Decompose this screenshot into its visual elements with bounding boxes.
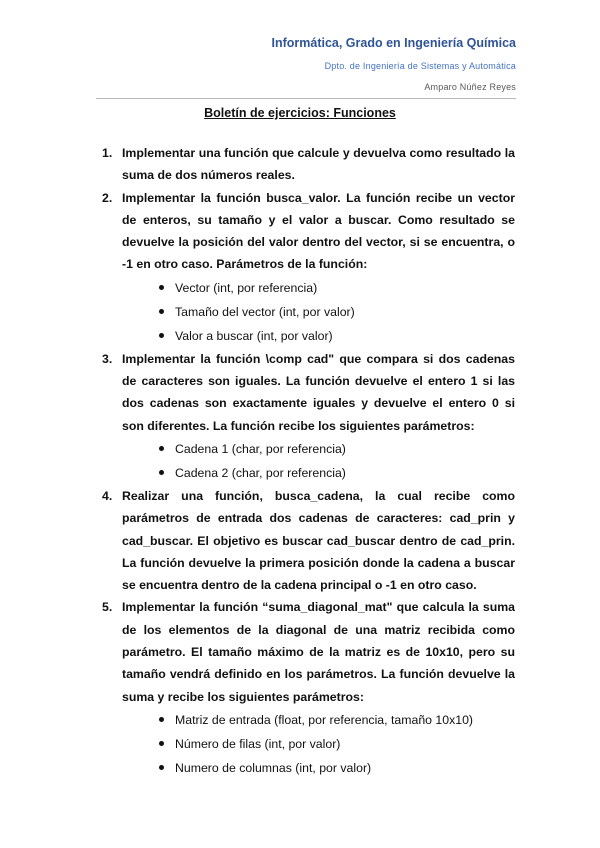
header-course-title: Informática, Grado en Ingeniería Química bbox=[271, 36, 516, 50]
exercise-text: Implementar la función “suma_diagonal_mat" que calcula la suma de los elementos de la diagonal de una matriz recibida como parámetro. El tamaño máximo de la matriz es de 10x10, pero su tamaño vendrá definido en los parámetros. La función devuelve la suma y recibe los siguientes parámetros: bbox=[122, 600, 515, 704]
exercise-2-parameters bbox=[0, 276, 600, 348]
header-department: Dpto. de Ingeniería de Sistemas y Automática bbox=[324, 61, 516, 71]
parameter-item: Cadena 2 (char, por referencia) bbox=[0, 461, 600, 485]
exercise-item-5 bbox=[0, 596, 515, 707]
parameter-item: Número de filas (int, por valor) bbox=[0, 732, 600, 756]
exercise-item-2 bbox=[0, 187, 515, 276]
parameter-item: Numero de columnas (int, por valor) bbox=[0, 756, 600, 780]
exercise-number: 3. bbox=[102, 351, 113, 366]
exercise-item-1 bbox=[0, 142, 515, 187]
exercise-5-parameters bbox=[0, 708, 600, 780]
parameter-item: Valor a buscar (int, por valor) bbox=[0, 324, 600, 348]
exercise-number: 5. bbox=[102, 600, 113, 615]
exercise-number: 1. bbox=[102, 146, 113, 160]
exercise-number: 2. bbox=[102, 190, 113, 205]
exercise-text: Implementar la función \comp cad" que compara si dos cadenas de caracteres son iguales. La función devuelve el entero 1 si las dos cadenas son exactamente iguales y devuelve el entero 0 si son diferentes. La función recibe los siguientes parámetros: bbox=[122, 351, 515, 433]
exercise-item-3 bbox=[0, 348, 515, 437]
exercise-item-4 bbox=[0, 485, 515, 596]
header-divider bbox=[96, 98, 516, 99]
header-author: Amparo Núñez Reyes bbox=[424, 82, 516, 92]
exercise-list bbox=[0, 142, 600, 780]
parameter-item: Matriz de entrada (float, por referencia, tamaño 10x10) bbox=[0, 708, 600, 732]
exercise-text: Implementar la función busca_valor. La función recibe un vector de enteros, su tamaño y el valor a buscar. Como resultado se devuelve la posición del valor dentro del vector, si se encuentra, o -1 en otro caso. Parámetros de la función: bbox=[122, 190, 515, 272]
exercise-3-parameters bbox=[0, 437, 600, 485]
parameter-item: Vector (int, por referencia) bbox=[0, 276, 600, 300]
exercise-text: Realizar una función, busca_cadena, la cual recibe como parámetros de entrada dos cadenas de caracteres: cad_prin y cad_buscar. El objetivo es buscar cad_buscar dentro de cad_prin. La función devuelve la primera posición donde la cadena a buscar se encuentra dentro de la cadena principal o -1 en otro caso. bbox=[122, 488, 515, 593]
parameter-item: Cadena 1 (char, por referencia) bbox=[0, 437, 600, 461]
exercise-text: Implementar una función que calcule y devuelva como resultado la suma de dos números reales. bbox=[122, 146, 515, 183]
parameter-item: Tamaño del vector (int, por valor) bbox=[0, 300, 600, 324]
document-title: Boletín de ejercicios: Funciones bbox=[204, 106, 396, 120]
exercise-number: 4. bbox=[102, 488, 113, 503]
